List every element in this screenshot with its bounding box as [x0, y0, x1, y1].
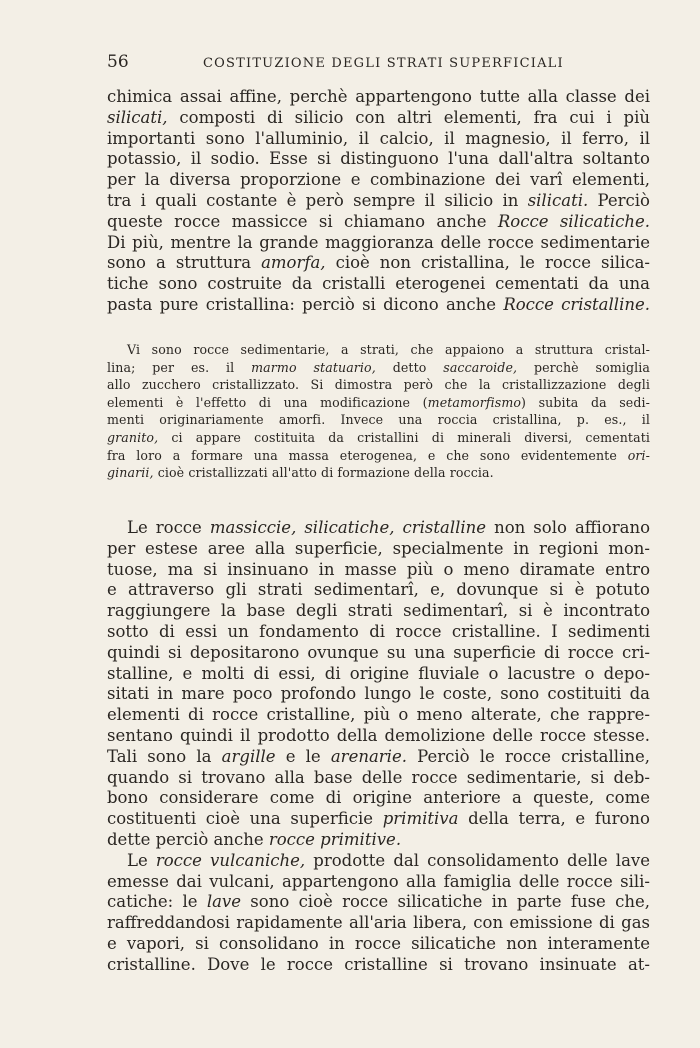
text-line: Le rocce vulcaniche, prodotte dal consolidamento delle lave: [127, 850, 650, 870]
text-line: ginarii, cioè cristallizzati all'atto di formazione della roccia.: [107, 465, 494, 481]
text-line: tuose, ma si insinuano in masse più o meno diramate entro: [107, 559, 650, 579]
text-line: sono a struttura amorfa, cioè non cristallina, le rocce silica-: [107, 253, 650, 273]
text-line: queste rocce massicce si chiamano anche Rocce silicatiche.: [107, 211, 650, 231]
text-line: quindi si depositarono ovunque su una superficie di rocce cri-: [107, 642, 650, 662]
page-header: [107, 54, 652, 76]
text-line: tra i quali costante è però sempre il silicio in silicati. Perciò: [107, 190, 650, 210]
paragraph-rocce-cristalline: [107, 518, 650, 976]
text-line: elementi di rocce cristalline, più o meno alterate, che rappre-: [107, 705, 650, 725]
text-line: importanti sono l'alluminio, il calcio, il magnesio, il ferro, il: [107, 128, 650, 148]
text-line: granito, ci appare costituita da cristallini di minerali diversi, cementati: [107, 429, 650, 445]
text-line: Di più, mentre la grande maggioranza delle rocce sedimentarie: [107, 232, 650, 252]
paragraph-silicati: [107, 87, 650, 316]
text-line: bono considerare come di origine anteriore a queste, come: [107, 788, 650, 808]
text-line: emesse dai vulcani, appartengono alla famiglia delle rocce sili-: [107, 871, 650, 891]
text-line: tiche sono costruite da cristalli eterogenei cementati da una: [107, 274, 650, 294]
text-line: sentano quindi il prodotto della demolizione delle rocce stesse.: [107, 725, 650, 745]
text-line: costituenti cioè una superficie primitiva della terra, e furono: [107, 809, 650, 829]
text-line: stalline, e molti di essi, di origine fluviale o lacustre o depo-: [107, 663, 650, 683]
text-line: catiche: le lave sono cioè rocce silicatiche in parte fuse che,: [107, 892, 650, 912]
text-line: e vapori, si consolidano in rocce silicatiche non interamente: [107, 933, 650, 953]
text-line: pasta pure cristallina: perciò si dicono anche Rocce cristalline.: [107, 294, 650, 314]
text-line: menti originariamente amorfi. Invece una roccia cristallina, p. es., il: [107, 412, 650, 428]
text-line: per estese aree alla superficie, specialmente in regioni mon-: [107, 538, 650, 558]
paragraph-rocce-vulcaniche: [107, 851, 650, 976]
text-line: Tali sono la argille e le arenarie. Perciò le rocce cristalline,: [107, 746, 650, 766]
text-line: quando si trovano alla base delle rocce sedimentarie, si deb-: [107, 767, 650, 787]
text-line: Le rocce massiccie, silicatiche, cristalline non solo affiorano: [127, 518, 650, 537]
text-line: potassio, il sodio. Esse si distinguono l'una dall'altra soltanto: [107, 149, 650, 169]
text-line: lina; per es. il marmo statuario, detto saccaroide, perchè somiglia: [107, 359, 651, 375]
running-title: COSTITUZIONE DEGLI STRATI SUPERFICIALI: [203, 56, 564, 71]
text-line: dette perciò anche rocce primitive.: [107, 829, 402, 849]
text-line: chimica assai affine, perchè appartengono tutte alla classe dei: [107, 87, 650, 106]
text-line: raggiungere la base degli strati sedimentarî, si è incontrato: [107, 601, 650, 621]
text-line: fra loro a formare una massa eterogenea, e che sono evidentemente ori-: [107, 447, 650, 463]
page-number: 56: [107, 52, 129, 72]
text-line: per la diversa proporzione e combinazione dei varî elementi,: [107, 170, 650, 190]
text-line: sitati in mare poco profondo lungo le coste, sono costituiti da: [107, 684, 650, 704]
text-line: sotto di essi un fondamento di rocce cristalline. I sedimenti: [107, 621, 650, 641]
note-paragraph: [107, 341, 650, 482]
text-line: silicati, composti di silicio con altri elementi, fra cui i più: [107, 107, 650, 127]
text-line: Vi sono rocce sedimentarie, a strati, che appaiono a struttura cristal-: [127, 342, 650, 357]
text-line: raffreddandosi rapidamente all'aria libera, con emissione di gas: [107, 913, 650, 933]
text-line: e attraverso gli strati sedimentarî, e, dovunque si è potuto: [107, 580, 650, 600]
text-line: elementi è l'effetto di una modificazione (metamorfismo) subita da sedi-: [107, 394, 650, 410]
text-line: cristalline. Dove le rocce cristalline si trovano insinuate at-: [107, 954, 650, 974]
text-line: allo zucchero cristallizzato. Si dimostra però che la cristallizzazione degli: [107, 377, 650, 393]
